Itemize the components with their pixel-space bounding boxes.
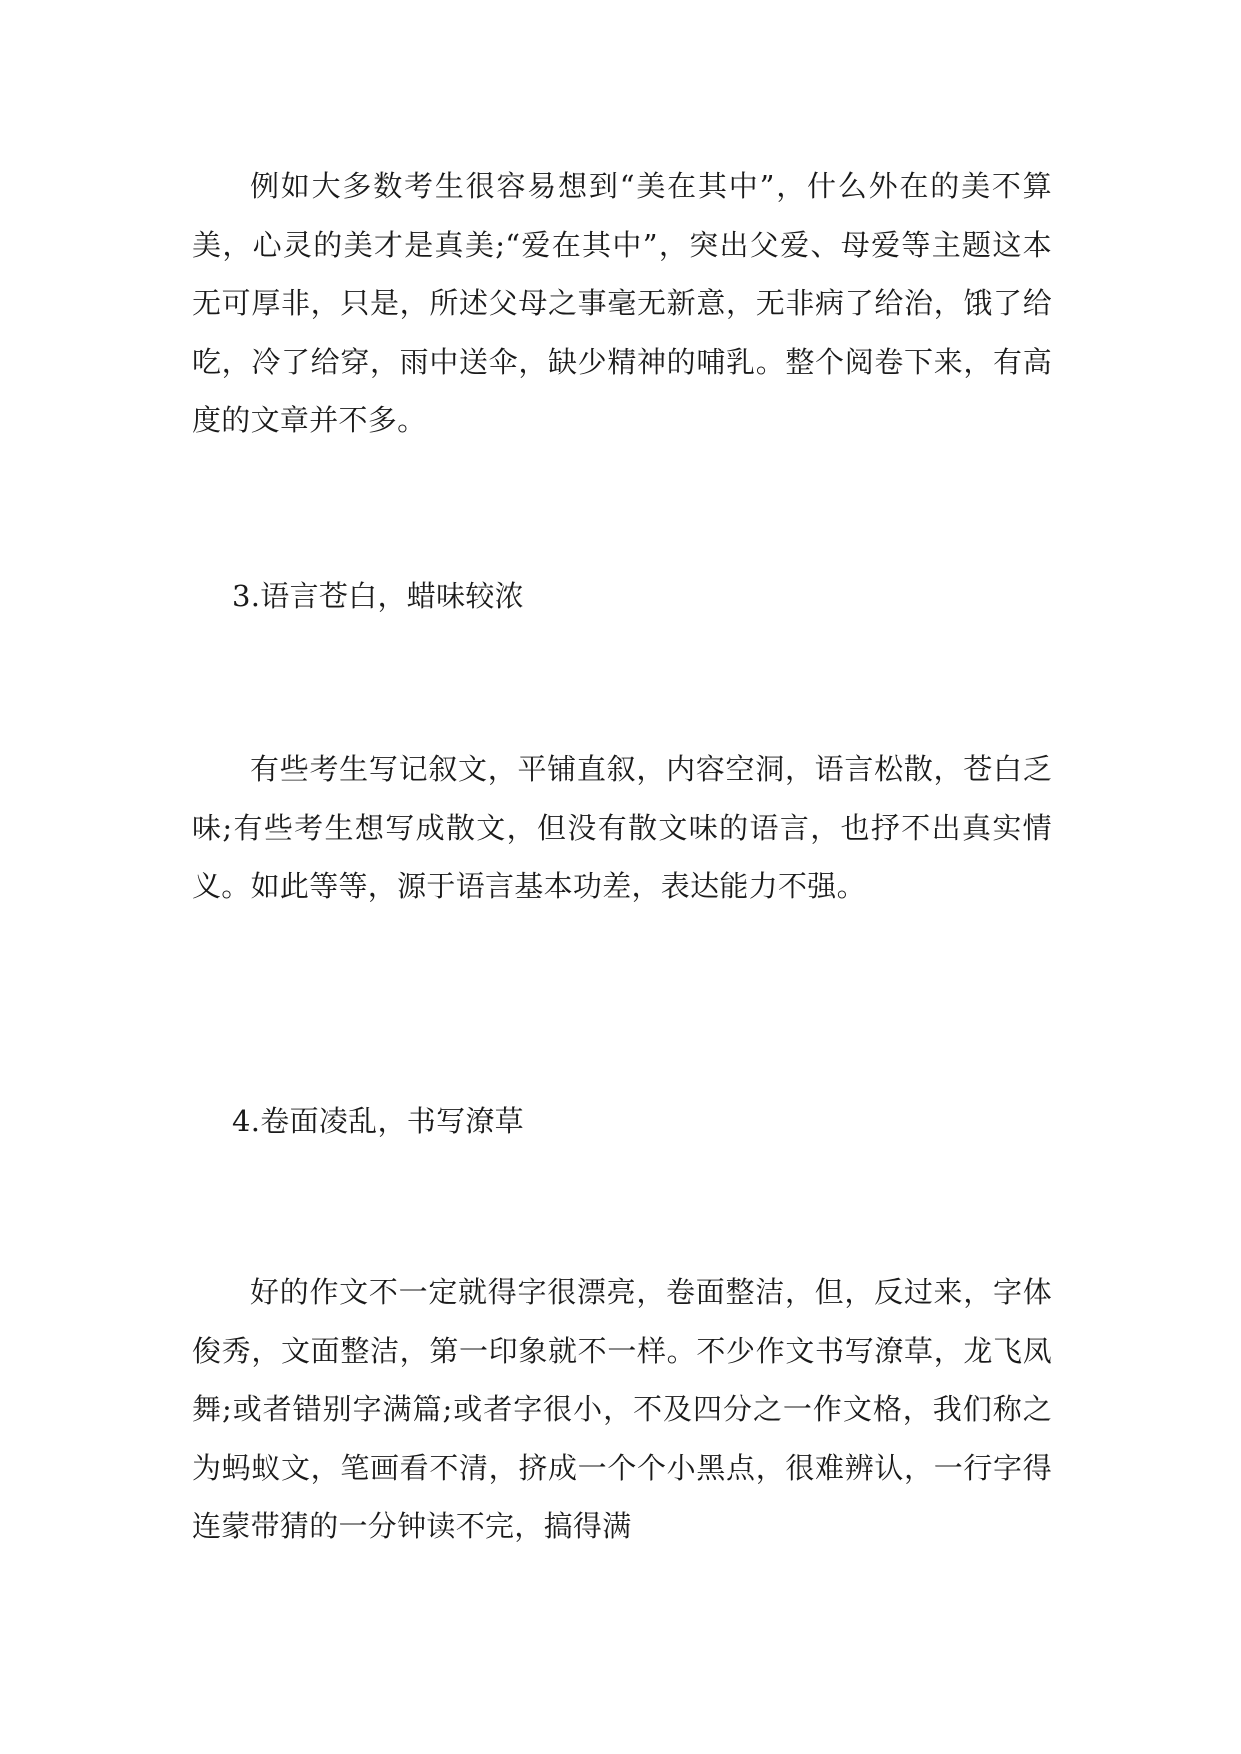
body-paragraph: 好的作文不一定就得字很漂亮，卷面整洁，但，反过来，字体俊秀，文面整洁，第一印象就不一样。不少作文书写潦草，龙飞凤舞;或者错别字满篇;或者字很小，不及四分之一作文格，我们称之为蚂蚁文，笔画看不清，挤成一个个小黑点，很难辨认，一行字得连蒙带猜的一分钟读不完，搞得满 — [192, 1275, 1052, 1543]
body-paragraph: 例如大多数考生很容易想到“美在其中”，什么外在的美不算美，心灵的美才是真美;“爱在其中”，突出父爱、母爱等主题这本无可厚非，只是，所述父母之事毫无新意，无非病了给治，饿了给吃，冷了给穿，雨中送伞，缺少精神的哺乳。整个阅卷下来，有高度的文章并不多。 — [192, 169, 1052, 437]
body-paragraph: 有些考生写记叙文，平铺直叙，内容空洞，语言松散，苍白乏味;有些考生想写成散文，但没有散文味的语言，也抒不出真实情义。如此等等，源于语言基本功差，表达能力不强。 — [192, 752, 1052, 903]
section-heading: 4.卷面凌乱，书写潦草 — [232, 1104, 524, 1138]
section-heading: 3.语言苍白，蜡味较浓 — [232, 579, 524, 613]
